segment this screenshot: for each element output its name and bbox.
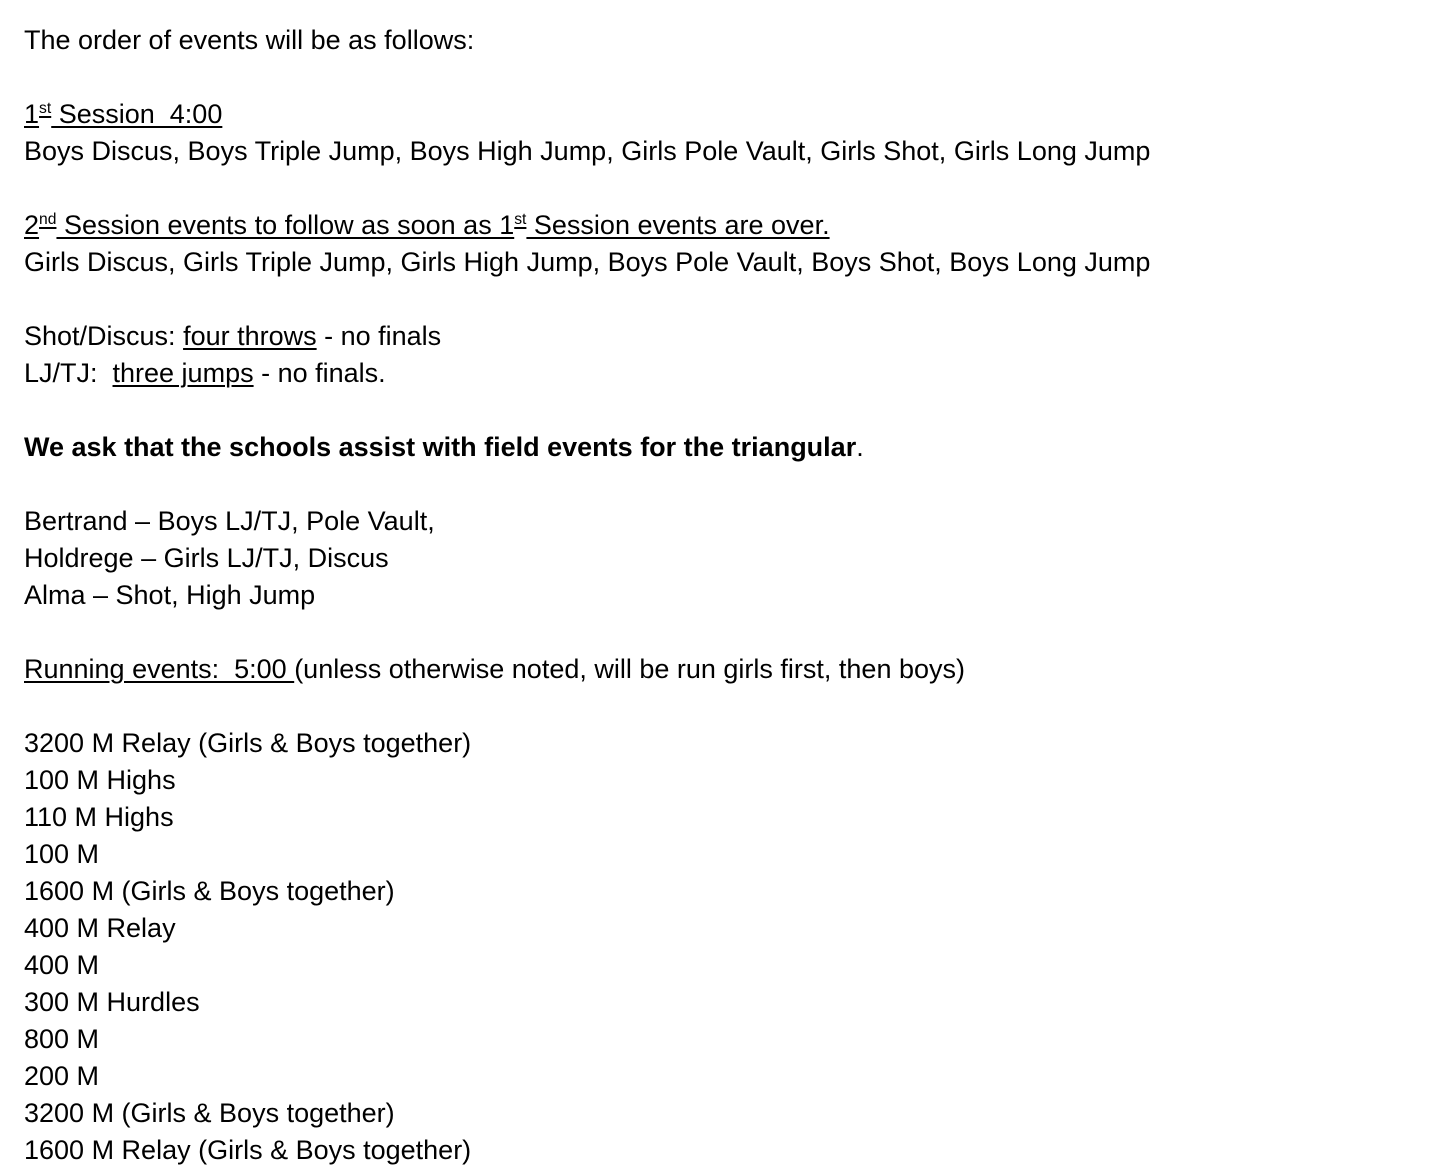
text-line	[24, 503, 1416, 540]
text-segment: 1	[24, 99, 40, 129]
text-line	[24, 651, 1416, 688]
text-segment: four throws	[183, 321, 317, 351]
text-line	[24, 133, 1416, 170]
text-line	[24, 1058, 1416, 1095]
text-segment: Shot/Discus:	[24, 321, 184, 351]
text-segment: 1600 M Relay (Girls & Boys together)	[24, 1135, 472, 1165]
text-segment: 100 M Highs	[24, 765, 176, 795]
text-segment: 3200 M (Girls & Boys together)	[24, 1098, 395, 1128]
text-line	[24, 318, 1416, 355]
blank-line	[24, 614, 1416, 651]
text-segment: - no finals	[316, 321, 442, 351]
text-segment: - no finals.	[253, 358, 386, 388]
text-segment: (unless otherwise noted, will be run girls first, then boys)	[294, 654, 965, 684]
text-segment: The order of events will be as follows:	[24, 25, 475, 55]
text-line	[24, 1021, 1416, 1058]
text-line	[24, 947, 1416, 984]
text-segment: nd	[39, 211, 57, 228]
text-segment: 2	[24, 210, 40, 240]
text-line	[24, 577, 1416, 614]
text-line	[24, 1095, 1416, 1132]
text-line	[24, 22, 1416, 59]
text-segment: Alma – Shot, High Jump	[24, 580, 316, 610]
blank-line	[24, 392, 1416, 429]
text-segment: Bertrand – Boys LJ/TJ, Pole Vault,	[24, 506, 435, 536]
text-segment: 1600 M (Girls & Boys together)	[24, 876, 395, 906]
text-segment: .	[856, 432, 864, 462]
text-segment: three jumps	[112, 358, 254, 388]
text-segment: 3200 M Relay (Girls & Boys together)	[24, 728, 472, 758]
blank-line	[24, 466, 1416, 503]
text-segment: 400 M	[24, 950, 100, 980]
text-segment: Holdrege – Girls LJ/TJ, Discus	[24, 543, 389, 573]
blank-line	[24, 59, 1416, 96]
blank-line	[24, 688, 1416, 725]
text-line	[24, 355, 1416, 392]
text-line	[24, 1132, 1416, 1169]
text-segment: 110 M Highs	[24, 802, 174, 832]
text-segment: 400 M Relay	[24, 913, 176, 943]
text-line	[24, 96, 1416, 133]
text-line	[24, 725, 1416, 762]
text-segment: Session 4:00	[51, 99, 223, 129]
text-line	[24, 540, 1416, 577]
text-line	[24, 836, 1416, 873]
text-segment: LJ/TJ:	[24, 358, 113, 388]
text-segment: Boys Discus, Boys Triple Jump, Boys High Jump, Girls Pole Vault, Girls Shot, Girls Long Jump	[24, 136, 1151, 166]
text-line	[24, 762, 1416, 799]
text-segment: Running events: 5:00	[24, 654, 295, 684]
text-line	[24, 429, 1416, 466]
text-segment: We ask that the schools assist with field events for the triangular	[24, 432, 857, 462]
text-line	[24, 799, 1416, 836]
text-segment: 200 M	[24, 1061, 100, 1091]
text-segment: st	[39, 100, 52, 117]
text-line	[24, 873, 1416, 910]
text-segment: Session events are over.	[526, 210, 830, 240]
blank-line	[24, 170, 1416, 207]
text-line	[24, 244, 1416, 281]
text-line	[24, 984, 1416, 1021]
text-segment: 800 M	[24, 1024, 100, 1054]
text-segment: Girls Discus, Girls Triple Jump, Girls High Jump, Boys Pole Vault, Boys Shot, Boys Long Jump	[24, 247, 1151, 277]
text-segment: st	[514, 211, 527, 228]
text-line	[24, 910, 1416, 947]
text-segment: 100 M	[24, 839, 100, 869]
text-segment: 300 M Hurdles	[24, 987, 200, 1017]
text-segment: Session events to follow as soon as 1	[56, 210, 515, 240]
text-line	[24, 207, 1416, 244]
blank-line	[24, 281, 1416, 318]
